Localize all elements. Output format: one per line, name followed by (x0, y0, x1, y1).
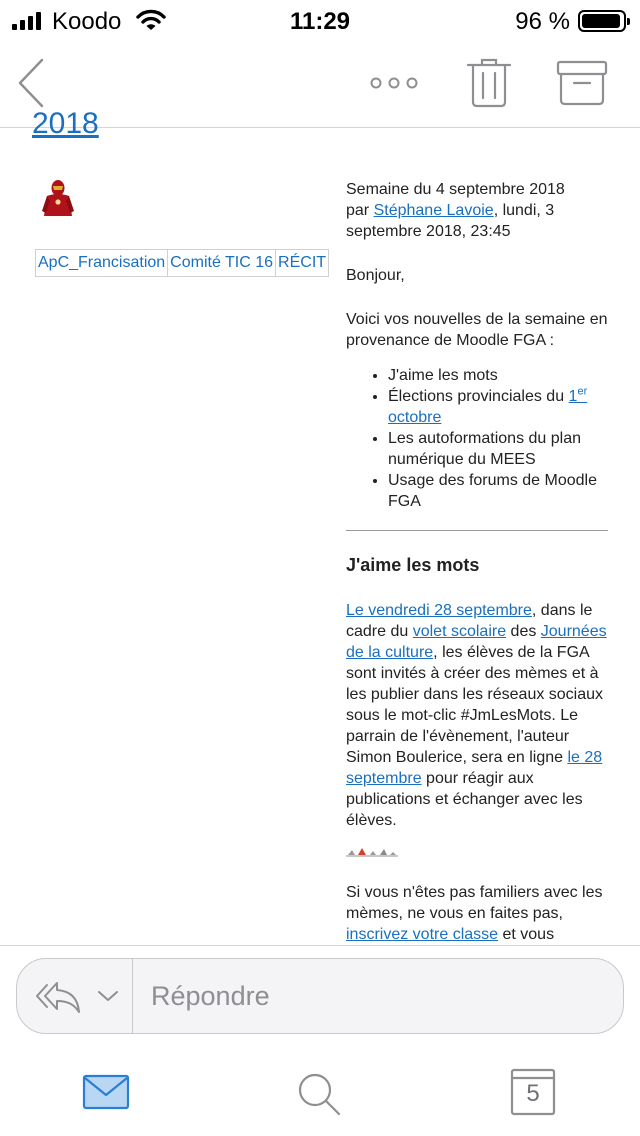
intro-text: Voici vos nouvelles de la semaine en provenance de Moodle FGA : (346, 311, 608, 349)
more-actions-button[interactable] (368, 70, 420, 96)
election-date-link[interactable]: 1er octobre (388, 385, 588, 426)
news-list (346, 365, 608, 512)
tab-bar (0, 1060, 640, 1130)
list-item: • J'aime les mots (388, 365, 608, 386)
delete-button[interactable] (466, 58, 512, 108)
embedded-image-icon (346, 847, 398, 859)
clock: 11:29 (289, 8, 351, 35)
battery-percentage: 96 % (515, 8, 570, 35)
section-title: J'aime les mots (346, 555, 480, 575)
archive-button[interactable] (556, 60, 608, 106)
reply-options-button[interactable] (17, 959, 133, 1033)
message-heading-link[interactable]: 2018 (32, 107, 99, 140)
trash-icon (466, 58, 512, 108)
list-item: • Les autoformations du plan numérique du MEES (388, 428, 608, 470)
course-tags (35, 249, 329, 277)
search-icon (296, 1072, 342, 1116)
register-class-link[interactable]: inscrivez votre classe (346, 926, 499, 943)
tag-recit[interactable]: RÉCIT (278, 254, 327, 271)
online-date-link[interactable]: le 28 septembre (346, 749, 603, 787)
ellipsis-icon (368, 70, 420, 96)
list-item: • Usage des forums de Moodle FGA (388, 470, 608, 512)
chevron-left-icon (14, 56, 54, 110)
divider (0, 945, 640, 946)
event-date-link[interactable]: Le vendredi 28 septembre (346, 602, 532, 619)
reply-all-icon (33, 977, 83, 1015)
section-paragraph: Si vous n'êtes pas familiers avec les mèmes, ne vous en faites pas, inscrivez votre classe et vous (346, 884, 603, 943)
carrier-name: Koodo (52, 8, 122, 35)
section-divider (346, 530, 608, 531)
week-title: Semaine du 4 septembre 2018 par Stéphane Lavoie, lundi, 3 septembre 2018, 23:45 (346, 181, 565, 240)
archive-icon (556, 60, 608, 106)
mail-icon (82, 1074, 130, 1110)
calendar-day-number: 5 (526, 1080, 540, 1107)
reply-input[interactable]: Répondre (151, 981, 270, 1011)
status-bar (0, 0, 640, 40)
school-component-link[interactable]: volet scolaire (412, 623, 507, 640)
back-button[interactable] (14, 56, 54, 110)
newsletter-article (346, 179, 608, 945)
tab-calendar[interactable] (510, 1068, 556, 1116)
culture-days-link[interactable]: Journées de la culture (346, 623, 607, 661)
author-avatar-icon (38, 179, 78, 217)
tab-mail[interactable] (82, 1074, 130, 1110)
section-paragraph: Le vendredi 28 septembre, dans le cadre du volet scolaire des Journées de la culture, les élèves de la FGA sont invités à créer des mèmes et à les publier dans les réseaux sociaux sous le mot-clic #JmLesMots. Le parrain de l'évènement, l'auteur Simon Boulerice, sera en ligne le 28 septembre pour réagir aux publications et échanger avec les élèves. (346, 602, 607, 829)
tag-apc-francisation[interactable]: ApC_Francisation (36, 250, 168, 276)
message-body[interactable] (0, 107, 640, 945)
battery-icon (578, 10, 626, 32)
tab-search[interactable] (296, 1072, 342, 1116)
list-item: • Élections provinciales du 1er octobre (388, 386, 608, 428)
reply-bar (16, 958, 624, 1034)
chevron-down-icon (97, 989, 119, 1003)
author-link[interactable]: Stéphane Lavoie (373, 202, 494, 219)
greeting: Bonjour, (346, 267, 405, 284)
tag-comite-tic-16[interactable]: Comité TIC 16 (168, 250, 276, 276)
